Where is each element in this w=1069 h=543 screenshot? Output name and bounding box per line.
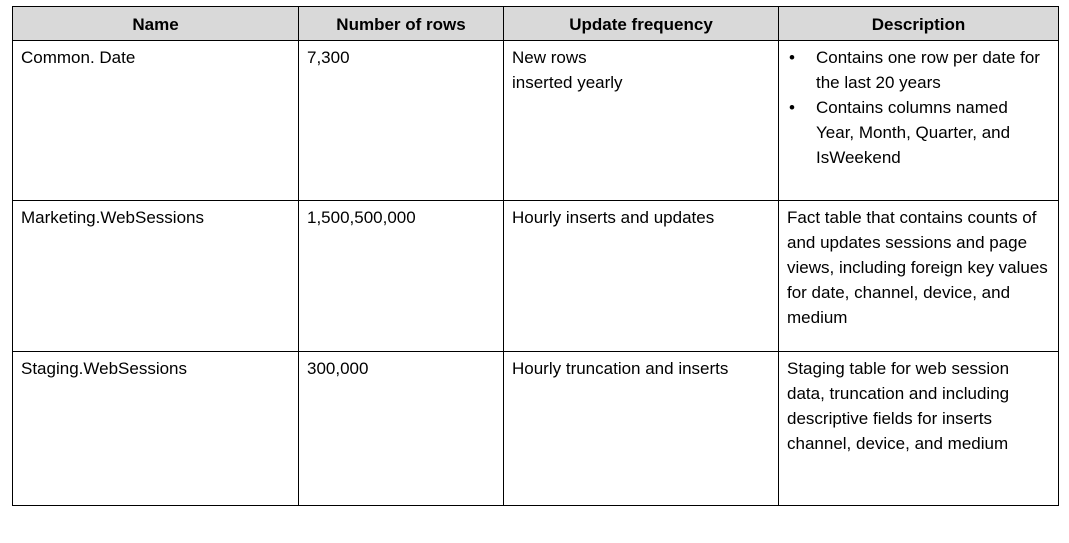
cell-number-of-rows: 300,000 <box>299 352 504 506</box>
description-bullet: • Contains one row per date for the last 20 years <box>787 45 1050 95</box>
header-update-frequency: Update frequency <box>504 7 779 41</box>
table-row <box>13 41 1059 201</box>
cell-number-of-rows: 1,500,500,000 <box>299 201 504 352</box>
cell-description <box>779 41 1059 201</box>
cell-update-frequency: Hourly truncation and inserts <box>504 352 779 506</box>
tables-document <box>12 6 1059 506</box>
header-number-of-rows: Number of rows <box>299 7 504 41</box>
cell-update-frequency <box>504 41 779 201</box>
table-row <box>13 201 1059 352</box>
cell-name: Staging.WebSessions <box>13 352 299 506</box>
header-name: Name <box>13 7 299 41</box>
cell-number-of-rows: 7,300 <box>299 41 504 201</box>
description-bullet: • Contains columns named Year, Month, Quarter, and IsWeekend <box>787 95 1050 170</box>
cell-update-frequency: Hourly inserts and updates <box>504 201 779 352</box>
description-bullet-list <box>787 45 1050 170</box>
cell-name: Common. Date <box>13 41 299 201</box>
tables-table <box>12 6 1059 506</box>
cell-name: Marketing.WebSessions <box>13 201 299 352</box>
header-row <box>13 7 1059 41</box>
header-description: Description <box>779 7 1059 41</box>
update-frequency-line: inserted yearly <box>512 73 623 92</box>
cell-description: Fact table that contains counts of and updates sessions and page views, including foreign key values for date, channel, device, and medium <box>779 201 1059 352</box>
table-row <box>13 352 1059 506</box>
update-frequency-line: New rows <box>512 48 587 67</box>
cell-description: Staging table for web session data, truncation and including descriptive fields for inserts channel, device, and medium <box>779 352 1059 506</box>
